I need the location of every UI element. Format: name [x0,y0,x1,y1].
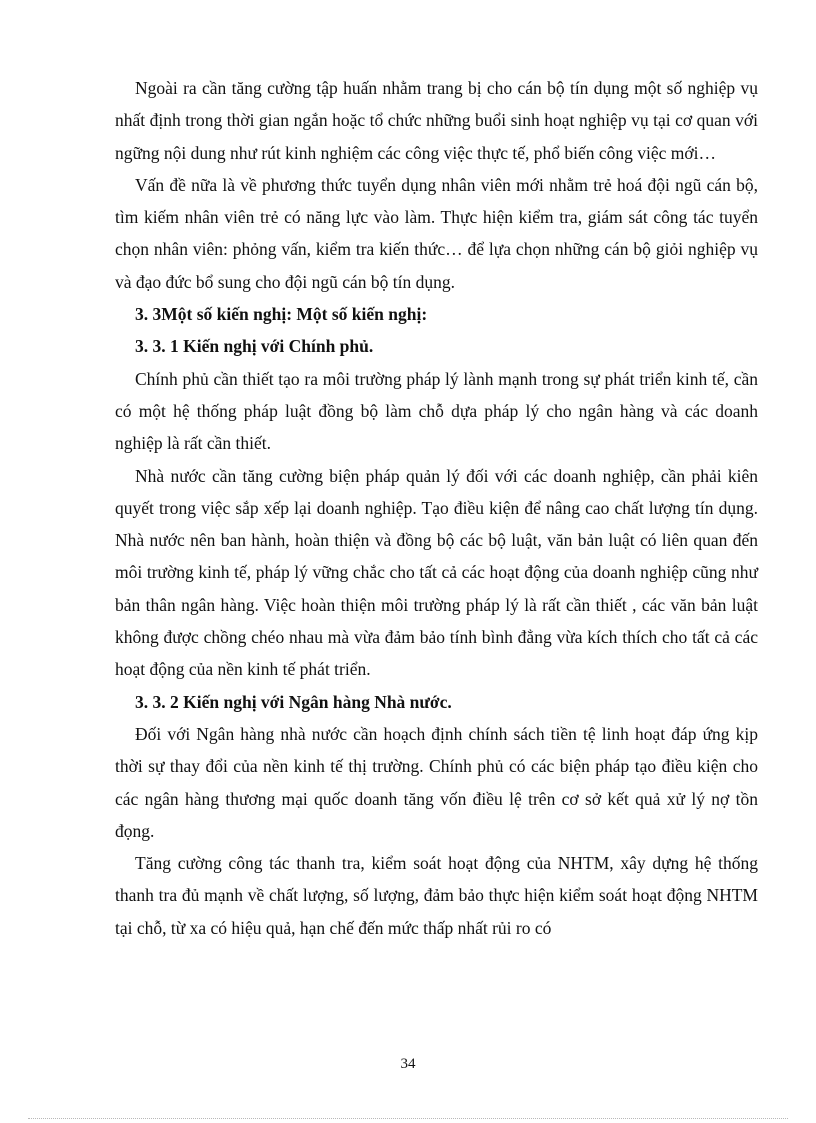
paragraph-government-legal: Chính phủ cần thiết tạo ra môi trường pháp lý lành mạnh trong sự phát triển kinh tế, cần có một hệ thống pháp luật đồng bộ làm chỗ dựa pháp lý cho ngân hàng và các doanh nghiệp là rất cần thiết. [115,368,758,454]
paragraph-recruitment: Vấn đề nữa là về phương thức tuyển dụng nhân viên mới nhằm trẻ hoá đội ngũ cán bộ, tìm kiếm nhân viên trẻ có năng lực vào làm. Thực hiện kiểm tra, giám sát công tác tuyển chọn nhân viên: phỏng vấn, kiểm tra kiến thức… để lựa chọn những cán bộ giỏi nghiệp vụ và đạo đức bổ sung cho đội ngũ cán bộ tín dụng. [115,174,758,292]
paragraph-inspection: Tăng cường công tác thanh tra, kiểm soát hoạt động của NHTM, xây dựng hệ thống thanh tra đủ mạnh về chất lượng, số lượng, đảm bảo thực hiện kiểm soát hoạt động NHTM tại chỗ, từ xa có hiệu quả, hạn chế đến mức thấp nhất rủi ro có [115,853,758,938]
paragraph-state-management: Nhà nước cần tăng cường biện pháp quản lý đối với các doanh nghiệp, cần phải kiên quyết trong việc sắp xếp lại doanh nghiệp. Tạo điều kiện để nâng cao chất lượng tín dụng. Nhà nước nên ban hành, hoàn thiện và đồng bộ các bộ luật, văn bản luật có liên quan đến môi trường kinh tế, pháp lý vững chắc cho tất cả các hoạt động của doanh nghiệp cũng như bản thân ngân hàng. Việc hoàn thiện môi trường pháp lý là rất cần thiết , các văn bản luật không được chồng chéo nhau mà vừa đảm bảo tính bình đẳng vừa kích thích cho tất cả các hoạt động của nền kinh tế phát triển. [115,465,758,680]
page-number: 34 [400,1056,416,1072]
section-heading-3-3-2: 3. 3. 2 Kiến nghị với Ngân hàng Nhà nước. [135,691,452,712]
document-body [115,72,758,944]
section-heading-3-3-1: 3. 3. 1 Kiến nghị với Chính phủ. [135,336,374,357]
paragraph-state-bank-policy: Đối với Ngân hàng nhà nước cần hoạch định chính sách tiền tệ linh hoạt đáp ứng kịp thời sự thay đổi của nền kinh tế thị trường. Chính phủ có các biện pháp tạo điều kiện cho các ngân hàng thương mại quốc doanh tăng vốn điều lệ trên cơ sở kết quả xử lý nợ tồn đọng. [115,723,758,841]
section-heading-3-3: 3. 3Một số kiến nghị: Một số kiến nghị: [135,304,428,325]
paragraph-training: Ngoài ra cần tăng cường tập huấn nhằm trang bị cho cán bộ tín dụng một số nghiệp vụ nhất định trong thời gian ngắn hoặc tổ chức những buổi sinh hoạt nghiệp vụ tại cơ quan với ngững nội dung như rút kinh nghiệm các công việc thực tế, phổ biến công việc mới… [115,78,758,163]
page-bottom-divider [28,1118,788,1119]
